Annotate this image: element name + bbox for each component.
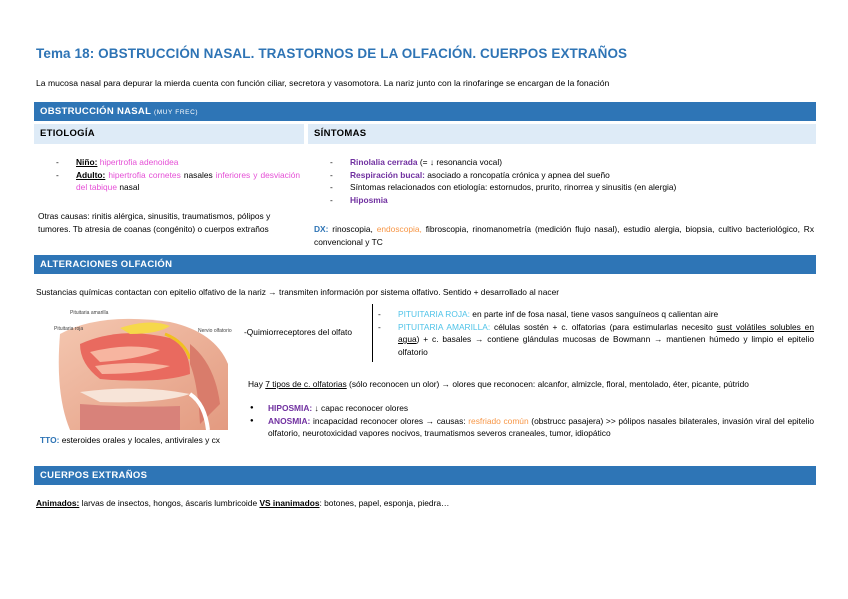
sintomas-header: SÍNTOMAS [308,124,816,144]
etiologia-header: ETIOLOGÍA [34,124,304,144]
image-label: Nervio olfatorio [198,328,232,334]
sintoma-text: Síntomas relacionados con etiología: estornudos, prurito, rinorrea y sinusitis (en alergia) [350,182,677,192]
section-note: (MUY FREC) [153,109,199,116]
pituitaria-amarilla-text: células sostén + c. olfatorias (para estimularlas necesito [490,321,717,332]
inanimados-label: VS inanimados [259,498,320,508]
otras-causas: Otras causas: rinitis alérgica, sinusitis, traumatismos, pólipos y tumores. Tb atresia de coanas (congénito) o cuerpos extraños [38,211,271,234]
section-header-cuerpos [34,466,816,485]
tto-body: esteroides orales y locales, antivirales y cx [59,435,220,445]
image-label: Pituitaria amarilla [70,310,109,316]
section-header-olfaccion [34,255,816,274]
section-header-obstruccion [34,102,816,121]
section-title: OBSTRUCCIÓN NASAL [40,106,152,117]
tto-label: TTO: [40,435,60,445]
pituitaria-roja-label: PITUITARIA ROJA: [398,309,470,319]
hiposmia-text: ↓ capac reconocer olores [312,403,409,413]
sintoma-label: Respiración bucal: [350,169,425,180]
hiposmia-label: HIPOSMIA: [268,403,313,413]
tipos-hay: Hay [248,379,266,389]
section-title: ALTERACIONES OLFACIÓN [40,259,173,270]
inanimados-text: : botones, papel, esponja, piedra… [319,498,450,508]
tipos-olfatorias [248,378,749,391]
sintoma-label: Rinolalia cerrada [350,157,418,167]
bracket [372,304,373,362]
adulto-label: Adulto: [76,169,106,180]
anosmia-resfriado: resfriado común [468,415,529,426]
olfaccion-bullets [248,402,814,440]
page-title: Tema 18: OBSTRUCCIÓN NASAL. TRASTORNOS DE LA OLFACIÓN. CUERPOS EXTRAÑOS [36,46,628,61]
etiologia-list [56,156,300,194]
nino-text: hipertrofia adenoidea [99,157,179,167]
tto-text [40,434,220,447]
list-item [330,169,814,182]
dx-endoscopia: endoscopia, [376,224,422,234]
list-item [378,321,814,359]
pituitaria-amarilla-text: ) + c. basales → contiene glándulas mucosas de Bowmann → mantienen húmedo y limpio el epitelio olfatorio [398,334,814,357]
pituitaria-list [378,308,814,358]
image-label: Pituitaria roja [54,326,84,332]
nasal-anatomy-image [40,304,240,430]
anosmia-text: incapacidad reconocer olores → causas: [310,415,469,426]
list-item [330,194,814,207]
cuerpos-text [36,497,449,510]
sintoma-text: (= ↓ resonancia vocal) [417,157,502,167]
sintoma-label: Hiposmia [350,194,388,205]
adulto-text: inferiores y desviación del tabique [76,169,301,192]
list-item [248,402,814,415]
adulto-text: nasal [119,182,140,192]
sintomas-list [330,156,814,206]
dx-label: DX: [314,224,329,234]
animados-label: Animados: [36,498,80,508]
tipos-underline: 7 tipos de c. olfatorias [265,379,347,389]
section-title: CUERPOS EXTRAÑOS [40,470,148,481]
dx-part: rinoscopia, [328,224,373,234]
quimiorreceptores-label: -Quimiorreceptores del olfato [244,327,352,337]
dx-part: fibroscopia, rinomanometría (medición flujo nasal), estudio alergia, biopsia, cultivo bacteriológico, Rx convencional y TC [314,224,815,247]
adulto-text: nasales [183,169,213,180]
tipos-rest: (sólo reconocen un olor) → olores que reconocen: alcanfor, almizcle, floral, mentolado, éter, picante, pútrido [346,379,749,389]
sintoma-text: asociado a roncopatía crónica y apnea del sueño [424,169,610,180]
pituitaria-amarilla-underline: sust volátiles solubles en agua [398,321,815,344]
list-item [378,308,814,321]
anosmia-text: (obstrucc pasajera) >> pólipos nasales bilaterales, invasión viral del epitelio olfatorio, neurotoxicidad vapores nocivos, traumatismos severos craneales, tumor, idiopático [268,415,814,438]
list-item [56,156,300,169]
pituitaria-roja-text: en parte inf de fosa nasal, tiene vasos sanguíneos q calientan aire [469,309,719,319]
anosmia-label: ANOSMIA: [268,415,311,426]
nasal-anatomy-illustration [40,304,240,430]
intro-text: La mucosa nasal para depurar la mierda cuenta con función ciliar, secretora y vasomotora. La nariz junto con la rinofaringe se encargan de la fonación [36,78,610,88]
pituitaria-amarilla-label: PITUITARIA AMARILLA: [398,321,491,332]
adulto-text: hipertrofia cornetes [108,169,181,180]
animados-text: larvas de insectos, hongos, áscaris lumbricoide [79,498,260,508]
list-item [330,181,814,194]
dx-text [314,223,814,248]
olfaccion-intro: Sustancias químicas contactan con epitelio olfativo de la nariz → transmiten información por sistema olfativo. Sentido + desarrollado al nacer [36,287,560,297]
list-item [56,169,300,194]
list-item [248,415,814,440]
list-item [330,156,814,169]
nino-label: Niño: [76,157,98,167]
